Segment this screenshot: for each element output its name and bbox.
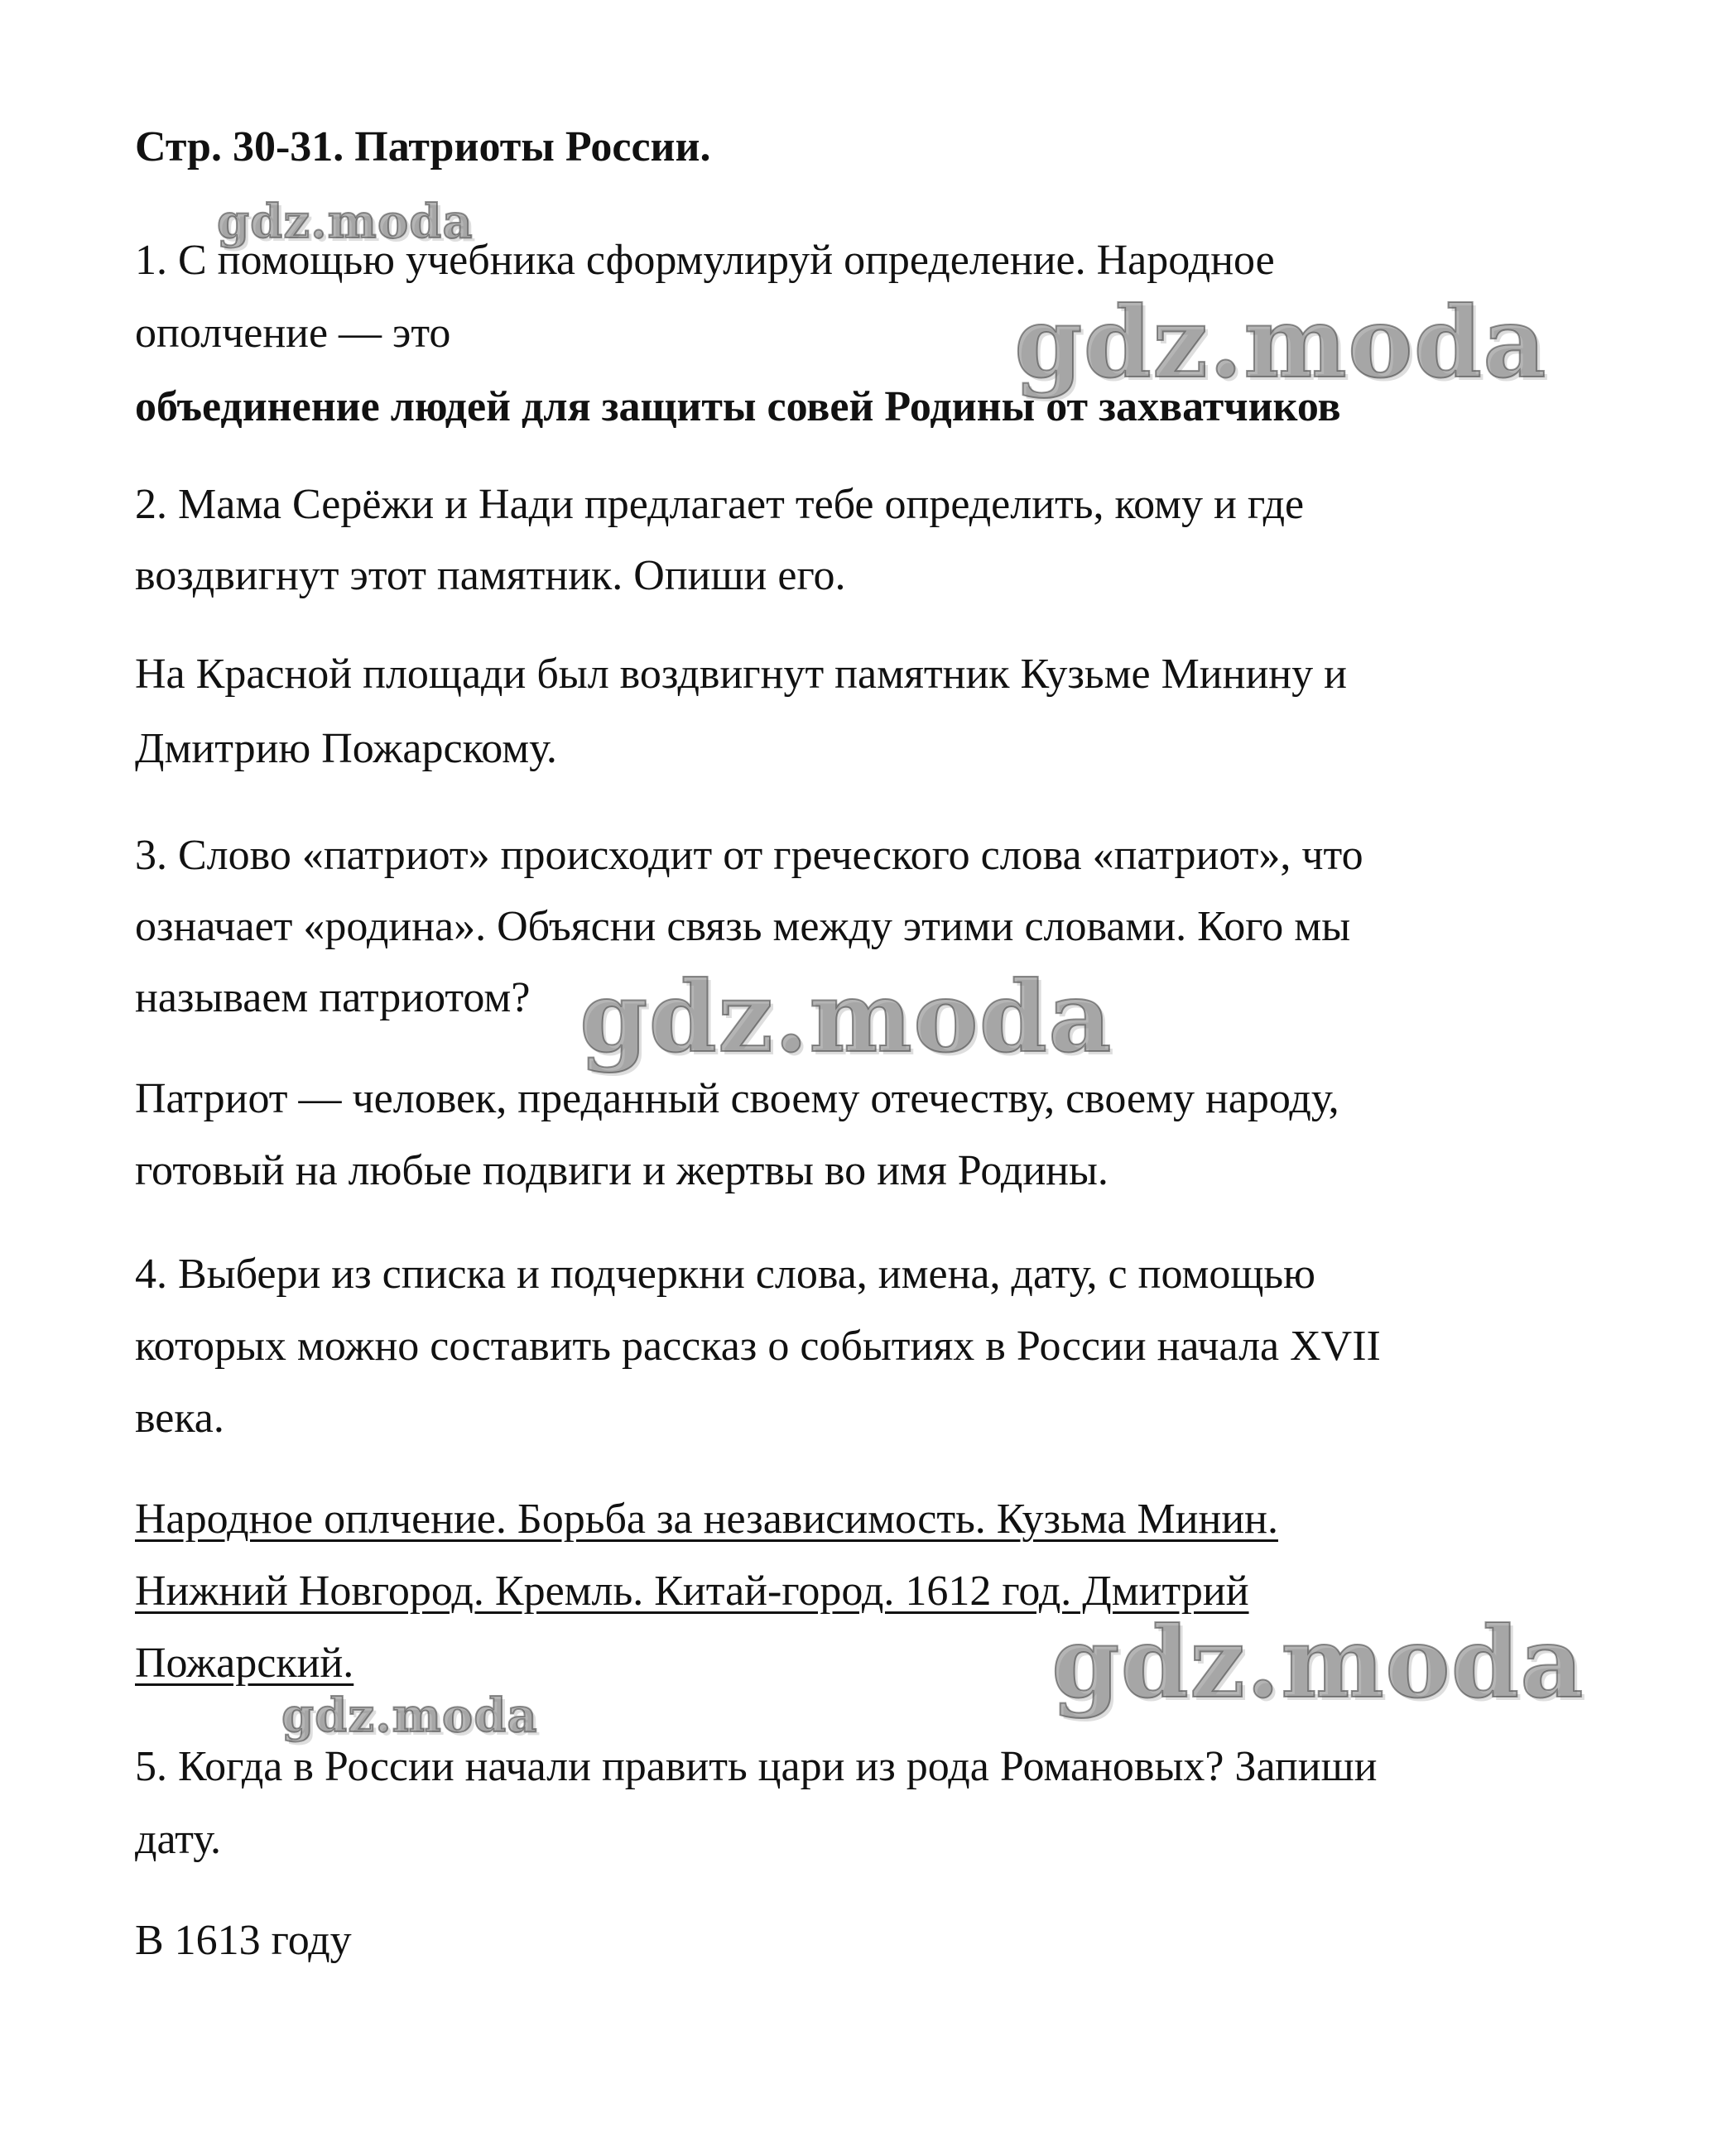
question-3-line-3: называем патриотом? [135,974,531,1021]
watermark-logo: gdz.moda [1051,1605,1585,1720]
question-3-line-1: 3. Слово «патриот» происходит от греческого слова «патриот», что [135,832,1363,879]
question-3-answer-line-2: готовый на любые подвиги и жертвы во имя Родины. [135,1147,1108,1194]
page-title: Стр. 30-31. Патриоты России. [135,123,711,170]
watermark-logo: gdz.moda [217,194,474,249]
question-3-line-2: означает «родина». Объясни связь между этими словами. Кого мы [135,903,1351,950]
question-4-line-1: 4. Выбери из списка и подчеркни слова, имена, дату, с помощью [135,1251,1315,1298]
question-4-answer-line-1: Народное оплчение. Борьба за независимость. Кузьма Минин. [135,1496,1278,1543]
question-5-line-1: 5. Когда в России начали править цари из рода Романовых? Запиши [135,1743,1378,1790]
watermark-logo: gdz.moda [1014,285,1547,400]
question-3-answer-line-1: Патриот — человек, преданный своему отечеству, своему народу, [135,1075,1339,1122]
question-4-answer-line-3: Пожарский. [135,1640,354,1687]
question-1-line-2: ополчение — это [135,310,451,357]
question-5-line-2: дату. [135,1816,222,1863]
question-1-answer: объединение людей для защиты совей Родины от захватчиков [135,383,1341,430]
question-5-answer: В 1613 году [135,1917,352,1964]
question-2-answer-line-1: На Красной площади был воздвигнут памятник Кузьме Минину и [135,651,1347,698]
question-2-answer-line-2: Дмитрию Пожарскому. [135,725,557,772]
watermark-logo: gdz.moda [579,959,1113,1074]
question-1-line-1: 1. С помощью учебника сформулируй определение. Народное [135,237,1275,284]
question-2-line-1: 2. Мама Серёжи и Нади предлагает тебе определить, кому и где [135,481,1305,528]
watermark-logo: gdz.moda [281,1688,538,1743]
question-4-line-2: которых можно составить рассказ о событиях в России начала XVII [135,1323,1381,1370]
question-4-answer-line-2: Нижний Новгород. Кремль. Китай-город. 1612 год. Дмитрий [135,1568,1249,1615]
question-2-line-2: воздвигнут этот памятник. Опиши его. [135,552,846,599]
question-4-line-3: века. [135,1395,224,1442]
